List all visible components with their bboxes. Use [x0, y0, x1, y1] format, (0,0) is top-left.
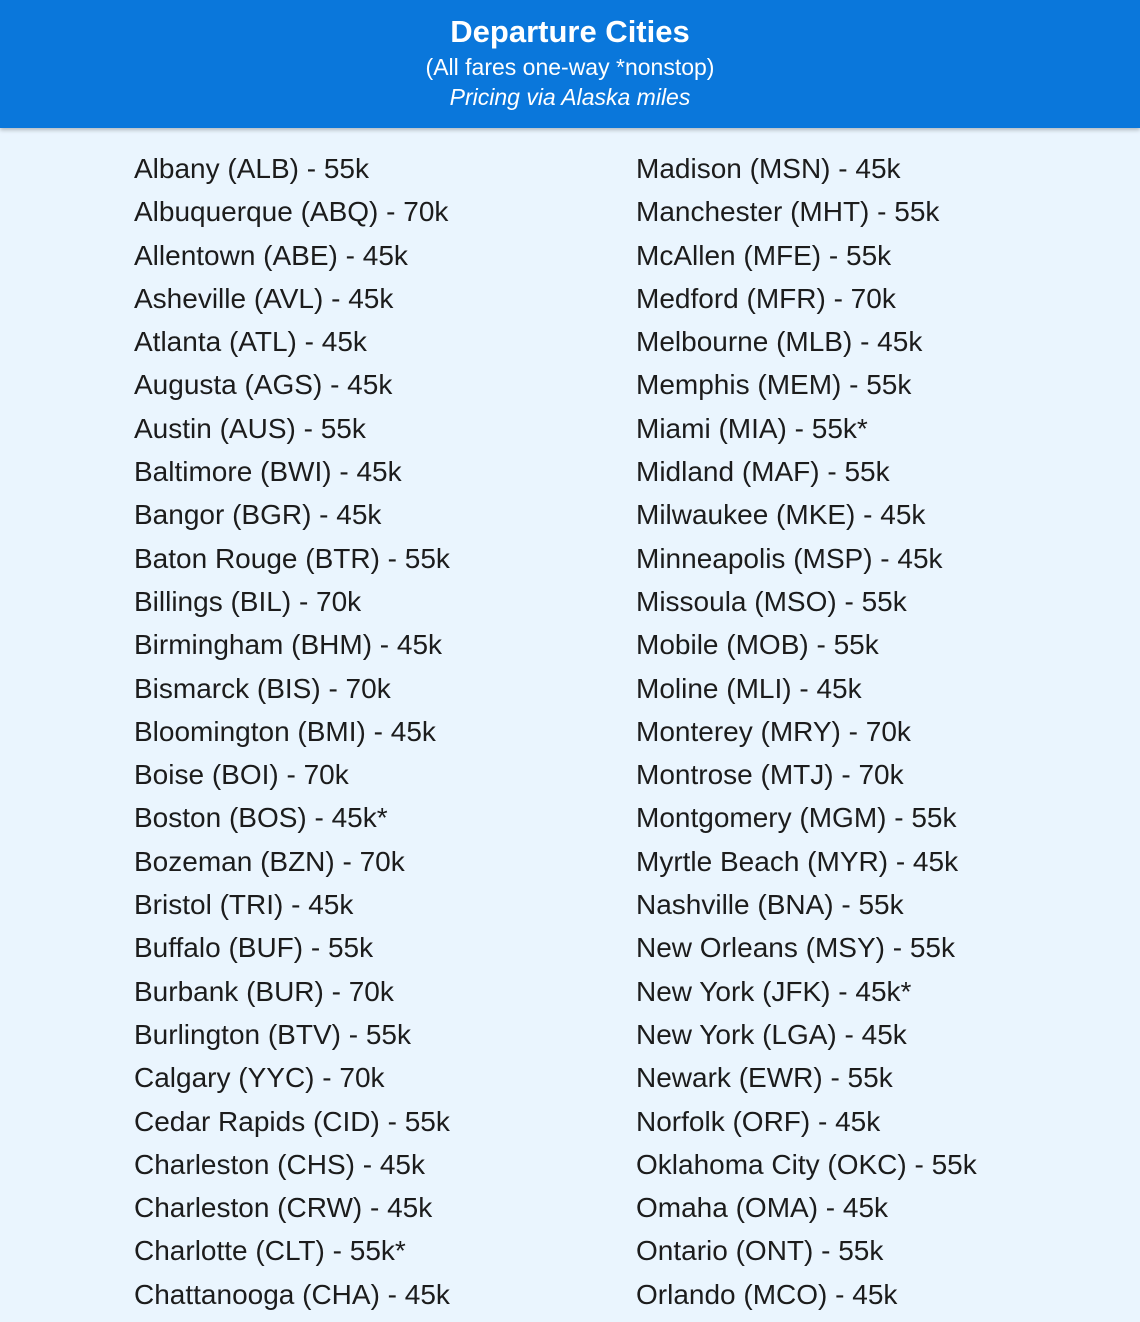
- city-fare-item: Charlotte (CLT) - 55k*: [134, 1235, 406, 1267]
- city-fare-item: New Orleans (MSY) - 55k: [636, 932, 955, 964]
- city-fare-item: Burbank (BUR) - 70k: [134, 975, 394, 1007]
- city-fare-item: Albany (ALB) - 55k: [134, 153, 369, 184]
- city-fare-item: Memphis (MEM) - 55k: [636, 369, 912, 401]
- city-fare-item: Moline (MLI) - 45k: [636, 672, 862, 704]
- city-fare-item: Buffalo (BUF) - 55k: [134, 932, 374, 964]
- city-fare-item: Bangor (BGR) - 45k: [134, 499, 382, 531]
- city-fare-item: Milwaukee (MKE) - 45k: [636, 499, 926, 531]
- city-fare-item: Oklahoma City (OKC) - 55k: [636, 1148, 977, 1180]
- city-fare-item: Bozeman (BZN) - 70k: [134, 845, 405, 877]
- header-banner: [0, 0, 1140, 128]
- city-fare-item: Medford (MFR) - 70k: [636, 282, 896, 314]
- city-fare-item: Baltimore (BWI) - 45k: [134, 456, 402, 488]
- city-fare-item: Montrose (MTJ) - 70k: [636, 759, 904, 791]
- city-fare-item: Boise (BOI) - 70k: [134, 759, 349, 791]
- city-fare-item: Missoula (MSO) - 55k: [636, 585, 907, 617]
- city-fare-item: Cedar Rapids (CID) - 55k: [134, 1105, 450, 1137]
- city-fare-item: Norfolk (ORF) - 45k: [636, 1105, 881, 1137]
- city-fare-item: Mobile (MOB) - 55k: [636, 629, 879, 661]
- city-fare-item: Miami (MIA) - 55k*: [636, 412, 868, 444]
- city-fare-item: Asheville (AVL) - 45k: [134, 282, 394, 314]
- city-fare-item: Minneapolis (MSP) - 45k: [636, 542, 943, 574]
- city-fare-item: Charleston (CRW) - 45k: [134, 1192, 433, 1224]
- page-subtitle: (All fares one-way *nonstop): [425, 54, 715, 80]
- city-fare-item: New York (JFK) - 45k*: [636, 975, 912, 1007]
- city-fare-item: New York (LGA) - 45k: [636, 1018, 907, 1050]
- city-fare-item: Birmingham (BHM) - 45k: [134, 629, 443, 661]
- page-title: Departure Cities: [450, 14, 690, 49]
- city-fare-item: Nashville (BNA) - 55k: [636, 889, 904, 921]
- city-fare-item: Boston (BOS) - 45k*: [134, 802, 388, 834]
- city-fare-item: Bloomington (BMI) - 45k: [134, 715, 436, 747]
- city-fare-item: Newark (EWR) - 55k: [636, 1062, 893, 1094]
- city-fare-item: Bismarck (BIS) - 70k: [134, 672, 391, 704]
- city-fare-item: Chattanooga (CHA) - 45k: [134, 1278, 450, 1310]
- city-fare-item: Augusta (AGS) - 45k: [134, 369, 393, 401]
- city-fare-item: Charleston (CHS) - 45k: [134, 1148, 425, 1180]
- city-fare-item: Madison (MSN) - 45k: [636, 153, 901, 184]
- city-fare-item: Baton Rouge (BTR) - 55k: [134, 542, 450, 574]
- city-fare-item: Austin (AUS) - 55k: [134, 412, 366, 444]
- city-fare-item: Omaha (OMA) - 45k: [636, 1192, 889, 1224]
- city-fare-item: Midland (MAF) - 55k: [636, 456, 890, 488]
- city-fare-item: Manchester (MHT) - 55k: [636, 196, 940, 228]
- city-list-right: [636, 147, 977, 1316]
- city-fare-item: Ontario (ONT) - 55k: [636, 1235, 884, 1267]
- city-fare-item: Burlington (BTV) - 55k: [134, 1018, 411, 1050]
- city-fare-item: Calgary (YYC) - 70k: [134, 1062, 385, 1094]
- city-fare-item: Bristol (TRI) - 45k: [134, 889, 354, 921]
- city-fare-item: Melbourne (MLB) - 45k: [636, 326, 923, 358]
- pricing-note: Pricing via Alaska miles: [449, 84, 691, 110]
- city-fare-item: Montgomery (MGM) - 55k: [636, 802, 957, 834]
- city-fare-item: Myrtle Beach (MYR) - 45k: [636, 845, 959, 877]
- city-fare-item: McAllen (MFE) - 55k: [636, 239, 892, 271]
- city-fare-item: Atlanta (ATL) - 45k: [134, 326, 367, 358]
- city-fare-item: Albuquerque (ABQ) - 70k: [134, 196, 449, 228]
- city-fare-item: Allentown (ABE) - 45k: [134, 239, 408, 271]
- city-fare-item: Monterey (MRY) - 70k: [636, 715, 911, 747]
- city-list-left: [134, 147, 450, 1316]
- city-fare-item: Billings (BIL) - 70k: [134, 585, 362, 617]
- city-fare-item: Orlando (MCO) - 45k: [636, 1278, 898, 1310]
